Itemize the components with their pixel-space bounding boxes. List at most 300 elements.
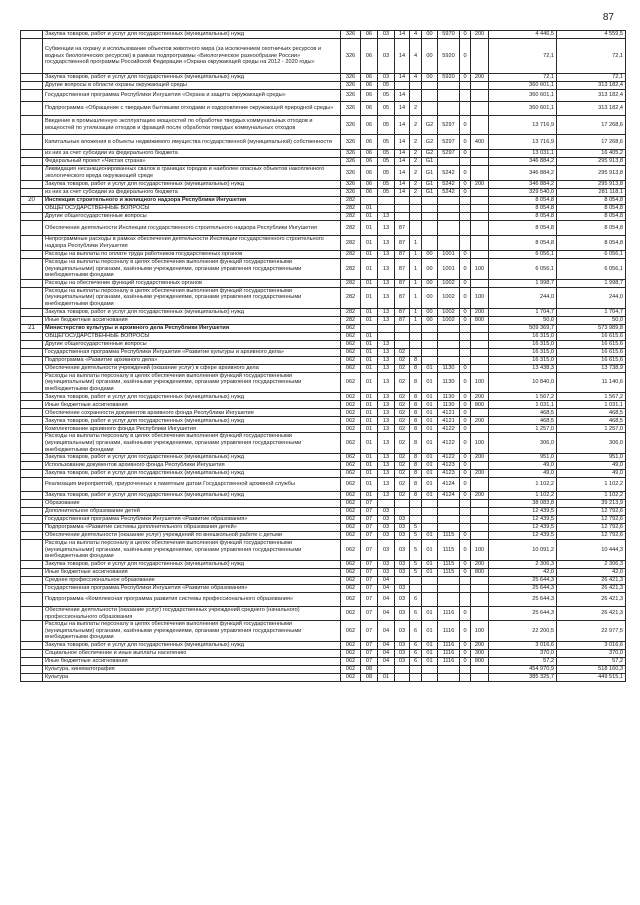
subprogram-code-cell: 4 [410,31,422,39]
amount-year2-cell: 12 792,6 [557,516,626,524]
section-code-cell: 01 [361,316,378,324]
table-row [21,135,626,150]
expense-type-cell [471,348,489,356]
subprogram-code-cell: 6 [410,649,422,657]
description-cell: Государственная программа Республики Ингушетия «Развитие образования» [43,516,341,524]
table-row [21,665,626,673]
description-cell: Обеспечение деятельности Инспекции государственного строительного надзора Республики Ингушетия [43,221,341,236]
amount-year1-cell: 468,5 [489,417,557,425]
subprogram-code-cell: 5 [410,524,422,532]
ministry-code-cell: 062 [341,508,361,516]
table-row [21,372,626,393]
table-row [21,308,626,316]
ministry-code-cell: 282 [341,259,361,280]
ministry-code-cell: 326 [341,116,361,135]
expense-type-cell: 300 [471,649,489,657]
subsection-code-cell: 04 [378,649,395,657]
direction-suffix-cell [460,90,471,102]
subsection-code-cell: 13 [378,251,395,259]
direction-suffix-cell: 0 [460,540,471,561]
ministry-code-cell: 326 [341,181,361,189]
subsection-code-cell: 13 [378,279,395,287]
expense-type-cell [471,189,489,197]
amount-year2-cell: 1 567,2 [557,393,626,401]
subsection-code-cell: 03 [378,74,395,82]
program-code-cell: 02 [395,454,410,462]
description-cell: Расходы на выплаты по оплате труда работников государственных органов [43,251,341,259]
amount-year2-cell: 313 182,4 [557,90,626,102]
direction-code-cell: 4123 [438,470,460,478]
table-row [21,221,626,236]
amount-year1-cell: 49,0 [489,462,557,470]
ministry-code-cell: 062 [341,673,361,681]
table-row [21,189,626,197]
section-code-cell: 01 [361,401,378,409]
event-code-cell: 01 [422,560,438,568]
description-cell: Комплектование архивного фонда Республики Ингушетия [43,425,341,433]
section-code-cell: 06 [361,82,378,90]
subprogram-code-cell: 2 [410,181,422,189]
description-cell: Закупка товаров, работ и услуг для государственных (муниципальных) нужд [43,454,341,462]
section-code-cell: 01 [361,340,378,348]
subsection-code-cell: 13 [378,393,395,401]
table-row [21,287,626,308]
row-number-cell [21,665,43,673]
expense-type-cell: 800 [471,568,489,576]
row-number-cell [21,425,43,433]
subsection-code-cell [378,324,395,332]
subsection-code-cell: 04 [378,584,395,592]
ministry-code-cell: 326 [341,166,361,181]
section-code-cell: 01 [361,348,378,356]
event-code-cell: 01 [422,425,438,433]
subsection-code-cell: 01 [378,673,395,681]
description-cell: Непрограммные расходы в рамках обеспечения деятельности Инспекции государственного строительного надзора Республики Ингушетия [43,236,341,251]
table-row [21,409,626,417]
section-code-cell: 07 [361,576,378,584]
amount-year2-cell: 42,0 [557,568,626,576]
amount-year1-cell: 951,0 [489,454,557,462]
subsection-code-cell: 05 [378,166,395,181]
subsection-code-cell: 13 [378,259,395,280]
direction-suffix-cell: 0 [460,181,471,189]
amount-year1-cell: 454 970,9 [489,665,557,673]
amount-year1-cell: 72,1 [489,39,557,74]
amount-year2-cell: 8 054,8 [557,205,626,213]
event-code-cell: 01 [422,372,438,393]
direction-suffix-cell [460,236,471,251]
event-code-cell: G2 [422,116,438,135]
row-number-cell [21,492,43,500]
direction-code-cell [438,516,460,524]
direction-code-cell: 4124 [438,492,460,500]
direction-suffix-cell: 0 [460,532,471,540]
program-code-cell: 14 [395,102,410,116]
table-row [21,478,626,492]
expense-type-cell: 800 [471,316,489,324]
expense-type-cell: 100 [471,540,489,561]
ministry-code-cell: 062 [341,621,361,642]
ministry-code-cell: 062 [341,372,361,393]
ministry-code-cell: 326 [341,82,361,90]
subsection-code-cell: 13 [378,221,395,236]
expense-type-cell: 200 [471,417,489,425]
expense-type-cell: 200 [471,560,489,568]
amount-year1-cell: 42,0 [489,568,557,576]
direction-code-cell: 1001 [438,259,460,280]
section-code-cell: 07 [361,516,378,524]
event-code-cell [422,332,438,340]
subsection-code-cell: 13 [378,454,395,462]
description-cell: Использование документов архивного фонда Республики Ингушетия [43,462,341,470]
direction-suffix-cell: 0 [460,150,471,158]
subprogram-code-cell: 6 [410,657,422,665]
expense-type-cell: 200 [471,74,489,82]
program-code-cell: 03 [395,532,410,540]
direction-code-cell: 1115 [438,532,460,540]
ministry-code-cell: 282 [341,287,361,308]
amount-year1-cell: 346 884,2 [489,166,557,181]
table-row [21,621,626,642]
direction-suffix-cell [460,524,471,532]
subsection-code-cell: 03 [378,560,395,568]
row-number-cell [21,39,43,74]
row-number-cell [21,348,43,356]
expense-type-cell [471,516,489,524]
ministry-code-cell: 062 [341,665,361,673]
ministry-code-cell: 282 [341,197,361,205]
description-cell: Иные бюджетные ассигнования [43,401,341,409]
description-cell: Подпрограмма «Обращение с твердыми бытовыми отходами и оздоровление окружающей природной среды» [43,102,341,116]
event-code-cell: 00 [422,251,438,259]
section-code-cell: 07 [361,540,378,561]
event-code-cell: 01 [422,409,438,417]
table-row [21,462,626,470]
event-code-cell [422,592,438,606]
amount-year2-cell: 3 016,6 [557,641,626,649]
event-code-cell: G1 [422,189,438,197]
subprogram-code-cell: 8 [410,409,422,417]
section-code-cell: 01 [361,236,378,251]
event-code-cell: 01 [422,417,438,425]
direction-suffix-cell: 0 [460,116,471,135]
amount-year1-cell: 370,0 [489,649,557,657]
amount-year2-cell: 573 989,8 [557,324,626,332]
event-code-cell [422,82,438,90]
amount-year1-cell: 3 016,6 [489,641,557,649]
direction-code-cell [438,673,460,681]
table-row [21,259,626,280]
ministry-code-cell: 062 [341,524,361,532]
program-code-cell: 03 [395,649,410,657]
table-row [21,31,626,39]
section-code-cell: 06 [361,116,378,135]
expense-type-cell [471,673,489,681]
program-code-cell: 87 [395,316,410,324]
subsection-code-cell: 13 [378,417,395,425]
ministry-code-cell: 062 [341,584,361,592]
ministry-code-cell: 062 [341,649,361,657]
section-code-cell: 01 [361,478,378,492]
ministry-code-cell: 062 [341,516,361,524]
subsection-code-cell [378,665,395,673]
table-row [21,532,626,540]
subsection-code-cell: 13 [378,213,395,221]
event-code-cell: 00 [422,316,438,324]
amount-year2-cell: 449 515,1 [557,673,626,681]
amount-year1-cell: 25 644,3 [489,576,557,584]
description-cell: Другие общегосударственные вопросы [43,213,341,221]
expense-type-cell [471,102,489,116]
amount-year2-cell: 1 704,7 [557,308,626,316]
ministry-code-cell: 326 [341,150,361,158]
description-cell: Обеспечение деятельности учреждений (оказание услуг) в сфере архивного дела [43,364,341,372]
direction-code-cell: 1002 [438,316,460,324]
row-number-cell [21,433,43,454]
row-number-cell [21,478,43,492]
expense-type-cell [471,221,489,236]
direction-suffix-cell: 0 [460,417,471,425]
subsection-code-cell: 03 [378,516,395,524]
amount-year1-cell: 16 315,0 [489,340,557,348]
description-cell: Закупка товаров, работ и услуг для государственных (муниципальных) нужд [43,31,341,39]
expense-type-cell [471,592,489,606]
section-code-cell: 07 [361,532,378,540]
subsection-code-cell: 13 [378,308,395,316]
row-number-cell [21,524,43,532]
expense-type-cell [471,279,489,287]
description-cell: Обеспечение сохранности документов архивного фонда Республики Ингушетия [43,409,341,417]
section-code-cell: 01 [361,409,378,417]
subsection-code-cell: 04 [378,576,395,584]
subsection-code-cell: 05 [378,135,395,150]
row-number-cell [21,135,43,150]
row-number-cell [21,181,43,189]
row-number-cell: 20 [21,197,43,205]
section-code-cell: 01 [361,308,378,316]
section-code-cell: 07 [361,649,378,657]
table-row [21,197,626,205]
table-row [21,673,626,681]
direction-suffix-cell [460,332,471,340]
event-code-cell: 01 [422,649,438,657]
program-code-cell: 03 [395,606,410,620]
subprogram-code-cell: 6 [410,621,422,642]
subprogram-code-cell [410,576,422,584]
description-cell: Подпрограмма «Развитие архивного дела» [43,356,341,364]
subsection-code-cell: 05 [378,150,395,158]
program-code-cell: 14 [395,39,410,74]
amount-year2-cell: 26 421,3 [557,584,626,592]
amount-year1-cell: 6 056,1 [489,259,557,280]
row-number-cell [21,102,43,116]
table-row [21,641,626,649]
subsection-code-cell: 03 [378,540,395,561]
program-code-cell: 14 [395,90,410,102]
amount-year1-cell: 1 102,2 [489,478,557,492]
amount-year2-cell: 2 306,3 [557,560,626,568]
amount-year1-cell: 72,1 [489,74,557,82]
subsection-code-cell: 04 [378,621,395,642]
description-cell: Закупка товаров, работ и услуг для государственных (муниципальных) нужд [43,492,341,500]
expense-type-cell [471,524,489,532]
event-code-cell: G2 [422,150,438,158]
description-cell: Министерство культуры и архивного дела Республики Ингушетия [43,324,341,332]
section-code-cell: 06 [361,102,378,116]
subprogram-code-cell [410,348,422,356]
section-code-cell: 01 [361,417,378,425]
event-code-cell: 01 [422,657,438,665]
direction-suffix-cell: 0 [460,568,471,576]
section-code-cell: 01 [361,393,378,401]
amount-year2-cell: 1 998,7 [557,279,626,287]
ministry-code-cell: 062 [341,393,361,401]
description-cell: Закупка товаров, работ и услуг для государственных (муниципальных) нужд [43,308,341,316]
subsection-code-cell: 13 [378,236,395,251]
subprogram-code-cell: 5 [410,532,422,540]
expense-type-cell: 200 [471,454,489,462]
event-code-cell: 01 [422,433,438,454]
row-number-cell [21,356,43,364]
table-row [21,181,626,189]
program-code-cell [395,665,410,673]
description-cell: Расходы на обеспечение функций государственных органов [43,279,341,287]
description-cell: Иные бюджетные ассигнования [43,657,341,665]
description-cell: Дополнительное образование детей [43,508,341,516]
row-number-cell [21,470,43,478]
amount-year2-cell: 6 056,1 [557,259,626,280]
amount-year2-cell: 295 913,8 [557,181,626,189]
amount-year1-cell: 57,2 [489,657,557,665]
description-cell: Другие вопросы в области охраны окружающей среды [43,82,341,90]
ministry-code-cell: 062 [341,332,361,340]
description-cell: Реализация мероприятий, приуроченных к памятным датам Государственной архивной службы [43,478,341,492]
event-code-cell [422,356,438,364]
program-code-cell: 02 [395,409,410,417]
subsection-code-cell [378,205,395,213]
row-number-cell [21,316,43,324]
direction-code-cell [438,524,460,532]
direction-suffix-cell [460,102,471,116]
subprogram-code-cell [410,340,422,348]
event-code-cell [422,516,438,524]
direction-suffix-cell: 0 [460,316,471,324]
program-code-cell: 87 [395,236,410,251]
program-code-cell: 14 [395,150,410,158]
subprogram-code-cell: 1 [410,236,422,251]
expense-type-cell [471,584,489,592]
amount-year1-cell: 1 031,1 [489,401,557,409]
amount-year1-cell: 1 567,2 [489,393,557,401]
table-row [21,236,626,251]
subsection-code-cell: 04 [378,592,395,606]
expense-type-cell [471,39,489,74]
program-code-cell: 87 [395,221,410,236]
ministry-code-cell: 062 [341,348,361,356]
ministry-code-cell: 326 [341,90,361,102]
program-code-cell: 03 [395,516,410,524]
row-number-cell [21,74,43,82]
ministry-code-cell: 282 [341,213,361,221]
row-number-cell: 21 [21,324,43,332]
amount-year1-cell: 346 884,2 [489,181,557,189]
program-code-cell [395,508,410,516]
program-code-cell: 02 [395,417,410,425]
row-number-cell [21,364,43,372]
expense-type-cell [471,478,489,492]
ministry-code-cell: 282 [341,308,361,316]
description-cell: Закупка товаров, работ и услуг для государственных (муниципальных) нужд [43,393,341,401]
row-number-cell [21,158,43,166]
direction-code-cell: 4121 [438,417,460,425]
subsection-code-cell: 13 [378,401,395,409]
event-code-cell [422,197,438,205]
row-number-cell [21,621,43,642]
table-row [21,500,626,508]
section-code-cell: 07 [361,606,378,620]
amount-year1-cell: 13 031,1 [489,150,557,158]
row-number-cell [21,673,43,681]
ministry-code-cell: 326 [341,74,361,82]
amount-year1-cell: 13 438,3 [489,364,557,372]
program-code-cell: 03 [395,641,410,649]
ministry-code-cell: 062 [341,425,361,433]
direction-code-cell [438,158,460,166]
amount-year2-cell: 16 405,2 [557,150,626,158]
description-cell: Социальное обеспечение и иные выплаты населению [43,649,341,657]
subprogram-code-cell: 2 [410,158,422,166]
expense-type-cell [471,116,489,135]
table-row [21,251,626,259]
expense-type-cell: 400 [471,135,489,150]
expense-type-cell [471,236,489,251]
amount-year1-cell: 12 439,5 [489,532,557,540]
amount-year2-cell: 8 054,8 [557,236,626,251]
program-code-cell [395,576,410,584]
section-code-cell: 06 [361,158,378,166]
direction-code-cell: 4122 [438,454,460,462]
subsection-code-cell: 13 [378,372,395,393]
program-code-cell: 03 [395,560,410,568]
event-code-cell: 00 [422,279,438,287]
direction-suffix-cell: 0 [460,189,471,197]
row-number-cell [21,166,43,181]
amount-year2-cell: 16 615,6 [557,348,626,356]
direction-code-cell [438,236,460,251]
table-row [21,425,626,433]
program-code-cell: 03 [395,592,410,606]
expense-type-cell [471,508,489,516]
description-cell: Подпрограмма «Комплексная программа развития системы профессионального образования» [43,592,341,606]
direction-suffix-cell [460,158,471,166]
program-code-cell: 14 [395,166,410,181]
direction-suffix-cell: 0 [460,462,471,470]
amount-year1-cell: 360 601,1 [489,102,557,116]
direction-suffix-cell: 0 [460,492,471,500]
event-code-cell [422,508,438,516]
subsection-code-cell: 13 [378,356,395,364]
ministry-code-cell: 062 [341,364,361,372]
amount-year2-cell: 57,2 [557,657,626,665]
event-code-cell: 00 [422,39,438,74]
subprogram-code-cell: 8 [410,470,422,478]
program-code-cell: 87 [395,308,410,316]
amount-year1-cell: 8 054,8 [489,197,557,205]
program-code-cell: 02 [395,393,410,401]
section-code-cell: 01 [361,332,378,340]
event-code-cell: 00 [422,74,438,82]
program-code-cell: 03 [395,657,410,665]
